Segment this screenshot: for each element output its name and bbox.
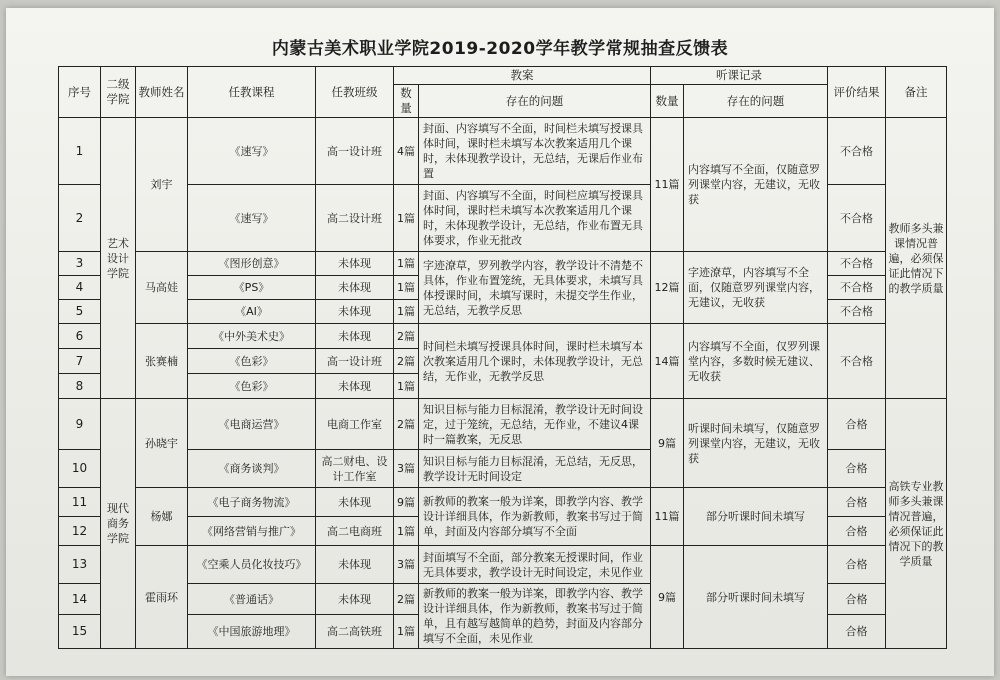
plan-count-cell: 2篇 <box>394 349 419 374</box>
plan-count-cell: 1篇 <box>394 374 419 399</box>
header-listen-problem: 存在的问题 <box>684 85 828 118</box>
header-plan-count: 数量 <box>394 85 419 118</box>
course-cell: 《普通话》 <box>188 584 316 615</box>
listen-count-cell: 11篇 <box>651 118 684 252</box>
class-cell: 未体现 <box>316 276 394 300</box>
plan-count-cell: 1篇 <box>394 252 419 276</box>
seq-cell: 13 <box>59 546 101 584</box>
plan-count-cell: 4篇 <box>394 118 419 185</box>
plan-count-cell: 2篇 <box>394 584 419 615</box>
course-cell: 《电商运营》 <box>188 399 316 450</box>
header-class: 任教班级 <box>316 67 394 118</box>
teacher-cell: 霍雨环 <box>136 546 188 649</box>
listen-problem-cell: 内容填写不全面，仅罗列课堂内容，多数时候无建议、无收获 <box>684 324 828 399</box>
course-cell: 《色彩》 <box>188 349 316 374</box>
header-listen: 听课记录 <box>651 67 828 85</box>
listen-count-cell: 9篇 <box>651 399 684 488</box>
class-cell: 未体现 <box>316 374 394 399</box>
teacher-cell: 刘宇 <box>136 118 188 252</box>
plan-problem-cell: 知识目标与能力目标混淆，无总结，无反思，教学设计无时间设定 <box>419 450 651 488</box>
plan-problem-cell: 时间栏未填写授课具体时间，课时栏未填写本次教案适用几个课时，未体现教学设计，无总结，无作业，无教学反思 <box>419 324 651 399</box>
seq-cell: 4 <box>59 276 101 300</box>
note-cell: 高铁专业教师多头兼课情况普遍，必须保证此情况下的教学质量 <box>886 399 947 649</box>
plan-count-cell: 3篇 <box>394 546 419 584</box>
result-cell: 合格 <box>828 517 886 546</box>
header-course: 任教课程 <box>188 67 316 118</box>
class-cell: 未体现 <box>316 324 394 349</box>
header-college: 二级学院 <box>101 67 136 118</box>
teacher-cell: 孙晓宇 <box>136 399 188 488</box>
class-cell: 高二设计班 <box>316 185 394 252</box>
plan-count-cell: 2篇 <box>394 399 419 450</box>
plan-count-cell: 1篇 <box>394 517 419 546</box>
seq-cell: 6 <box>59 324 101 349</box>
course-cell: 《PS》 <box>188 276 316 300</box>
course-cell: 《中外美术史》 <box>188 324 316 349</box>
header-row <box>59 67 947 85</box>
header-listen-count: 数量 <box>651 85 684 118</box>
class-cell: 高一设计班 <box>316 349 394 374</box>
course-cell: 《色彩》 <box>188 374 316 399</box>
result-cell: 合格 <box>828 399 886 450</box>
result-cell: 合格 <box>828 615 886 649</box>
class-cell: 高一设计班 <box>316 118 394 185</box>
plan-count-cell: 2篇 <box>394 324 419 349</box>
class-cell: 未体现 <box>316 546 394 584</box>
table-row <box>59 118 947 185</box>
class-cell: 未体现 <box>316 300 394 324</box>
page-title: 内蒙古美术职业学院2019-2020学年教学常规抽查反馈表 <box>271 39 729 59</box>
class-cell: 高二电商班 <box>316 517 394 546</box>
listen-count-cell: 14篇 <box>651 324 684 399</box>
course-cell: 《AI》 <box>188 300 316 324</box>
result-cell: 不合格 <box>828 276 886 300</box>
header-result: 评价结果 <box>828 67 886 118</box>
result-cell: 不合格 <box>828 118 886 185</box>
listen-problem-cell: 部分听课时间未填写 <box>684 546 828 649</box>
document-sheet <box>6 8 994 676</box>
plan-count-cell: 3篇 <box>394 450 419 488</box>
table-row <box>59 399 947 450</box>
header-teacher: 教师姓名 <box>136 67 188 118</box>
teacher-cell: 张赛楠 <box>136 324 188 399</box>
seq-cell: 10 <box>59 450 101 488</box>
listen-count-cell: 11篇 <box>651 488 684 546</box>
header-plan-problem: 存在的问题 <box>419 85 651 118</box>
listen-count-cell: 9篇 <box>651 546 684 649</box>
result-cell: 合格 <box>828 546 886 584</box>
course-cell: 《网络营销与推广》 <box>188 517 316 546</box>
listen-count-cell: 12篇 <box>651 252 684 324</box>
feedback-table <box>58 66 947 649</box>
listen-problem-cell: 听课时间未填写，仅随意罗列课堂内容，无建议，无收获 <box>684 399 828 488</box>
course-cell: 《电子商务物流》 <box>188 488 316 517</box>
course-cell: 《商务谈判》 <box>188 450 316 488</box>
listen-problem-cell: 字迹潦草，内容填写不全面，仅随意罗列课堂内容，无建议，无收获 <box>684 252 828 324</box>
header-plan: 教案 <box>394 67 651 85</box>
result-cell: 合格 <box>828 488 886 517</box>
plan-problem-cell: 字迹潦草，罗列教学内容，教学设计不清楚不具体，作业布置笼统，无具体要求，未填写具体授课时间，未填写课时，未提交学生作业，无总结，无教学反思 <box>419 252 651 324</box>
plan-problem-cell: 新教师的教案一般为详案，即教学内容、教学设计详细具体，作为新教师，教案书写过于简单，且有越写越简单的趋势，封面及内容部分填写不全面，未见作业 <box>419 584 651 649</box>
result-cell: 不合格 <box>828 300 886 324</box>
table-row <box>59 488 947 517</box>
result-cell: 不合格 <box>828 185 886 252</box>
result-cell: 不合格 <box>828 324 886 399</box>
plan-problem-cell: 封面、内容填写不全面，时间栏未填写授课具体时间，课时栏未填写本次教案适用几个课时，未体现教学设计，无总结，无课后作业布置 <box>419 118 651 185</box>
seq-cell: 1 <box>59 118 101 185</box>
teacher-cell: 马高娃 <box>136 252 188 324</box>
plan-problem-cell: 新教师的教案一般为详案，即教学内容、教学设计详细具体，作为新教师，教案书写过于简单，封面及内容部分填写不全面 <box>419 488 651 546</box>
seq-cell: 11 <box>59 488 101 517</box>
plan-count-cell: 1篇 <box>394 185 419 252</box>
plan-count-cell: 1篇 <box>394 276 419 300</box>
result-cell: 合格 <box>828 450 886 488</box>
plan-problem-cell: 封面填写不全面，部分教案无授课时间，作业无具体要求，教学设计无时间设定，未见作业 <box>419 546 651 584</box>
class-cell: 电商工作室 <box>316 399 394 450</box>
seq-cell: 9 <box>59 399 101 450</box>
seq-cell: 7 <box>59 349 101 374</box>
course-cell: 《中国旅游地理》 <box>188 615 316 649</box>
result-cell: 合格 <box>828 584 886 615</box>
header-note: 备注 <box>886 67 947 118</box>
seq-cell: 12 <box>59 517 101 546</box>
plan-count-cell: 1篇 <box>394 615 419 649</box>
plan-problem-cell: 封面、内容填写不全面，时间栏应填写授课具体时间，课时栏未填写本次教案适用几个课时，未体现教学设计，无总结，作业布置无具体要求，作业无批改 <box>419 185 651 252</box>
course-cell: 《图形创意》 <box>188 252 316 276</box>
seq-cell: 3 <box>59 252 101 276</box>
result-cell: 不合格 <box>828 252 886 276</box>
table-row <box>59 546 947 584</box>
seq-cell: 2 <box>59 185 101 252</box>
course-cell: 《速写》 <box>188 118 316 185</box>
teacher-cell: 杨娜 <box>136 488 188 546</box>
plan-problem-cell: 知识目标与能力目标混淆，教学设计无时间设定，过于笼统，无总结，无作业，不建议4课时一篇教案，无反思 <box>419 399 651 450</box>
class-cell: 未体现 <box>316 252 394 276</box>
class-cell: 高二高铁班 <box>316 615 394 649</box>
seq-cell: 8 <box>59 374 101 399</box>
course-cell: 《速写》 <box>188 185 316 252</box>
class-cell: 未体现 <box>316 488 394 517</box>
seq-cell: 14 <box>59 584 101 615</box>
college-cell: 现代商务学院 <box>101 399 136 649</box>
listen-problem-cell: 部分听课时间未填写 <box>684 488 828 546</box>
plan-count-cell: 1篇 <box>394 300 419 324</box>
listen-problem-cell: 内容填写不全面，仅随意罗列课堂内容，无建议，无收获 <box>684 118 828 252</box>
class-cell: 未体现 <box>316 584 394 615</box>
header-seq: 序号 <box>59 67 101 118</box>
course-cell: 《空乘人员化妆技巧》 <box>188 546 316 584</box>
table-row <box>59 324 947 349</box>
note-cell: 教师多头兼课情况普遍，必须保证此情况下的教学质量 <box>886 118 947 399</box>
class-cell: 高二财电、设计工作室 <box>316 450 394 488</box>
table-row <box>59 252 947 276</box>
plan-count-cell: 9篇 <box>394 488 419 517</box>
seq-cell: 15 <box>59 615 101 649</box>
seq-cell: 5 <box>59 300 101 324</box>
college-cell: 艺术设计学院 <box>101 118 136 399</box>
